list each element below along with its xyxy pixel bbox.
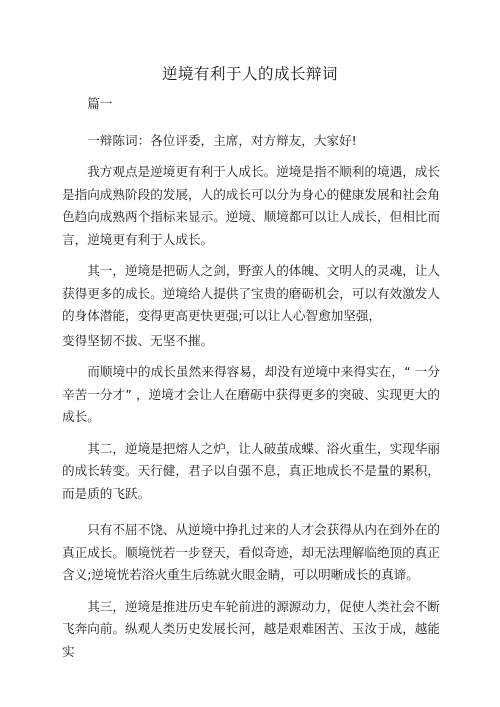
paragraph-point-two-detail: 只有不屈不饶、从逆境中挣扎过来的人才会获得从内在到外在的真正成长。顺境恍若一步登天，看似奇迹，却无法理解临绝顶的真正含义;逆境恍若浴火重生后练就火眼金睛，可以明晰成长的真谛。 <box>62 522 440 582</box>
section-label: 篇一 <box>87 96 113 111</box>
paragraph-thesis: 我方观点是逆境更有利于人成长。逆境是指不顺利的境遇，成长是指向成熟阶段的发展，人的成长可以分为身心的健康发展和社会角色趋向成熟两个指标来显示。逆境、顺境都可以让人成长，但相比而言，逆境更有利于人成长。 <box>62 164 440 247</box>
paragraph-point-two: 其二，逆境是把熔人之炉，让人破茧成蝶、浴火重生，实现华丽的成长转变。天行健，君子以自强不息，真正地成长不是量的累积，而是质的飞跃。 <box>62 440 440 501</box>
paragraph-opening: 一辩陈词：各位评委，主席，对方辩友，大家好! <box>87 132 357 148</box>
document-body <box>62 93 440 663</box>
document-title: 逆境有利于人的成长辩词 <box>161 65 338 83</box>
paragraph-contrast: 而顺境中的成长虽然来得容易，却没有逆境中来得实在，“ 一分辛苦一分才” ，逆境才会让人在磨砺中获得更多的突破、实现更大的成长。 <box>62 364 440 424</box>
paragraph-point-one-continued: 变得坚韧不拔、无坚不摧。 <box>62 332 214 348</box>
paragraph-point-three: 其三，逆境是推进历史车轮前进的源源动力，促使人类社会不断飞奔向前。纵观人类历史发展长河，越是艰难困苦、玉汝于成，越能实 <box>62 598 440 659</box>
paragraph-point-one: 其一，逆境是把砺人之剑，野蛮人的体魄、文明人的灵魂，让人获得更多的成长。逆境给人提供了宝贵的磨砺机会，可以有效激发人的身体潜能，变得更高更快更强;可以让人心智愈加坚强， <box>62 263 440 323</box>
